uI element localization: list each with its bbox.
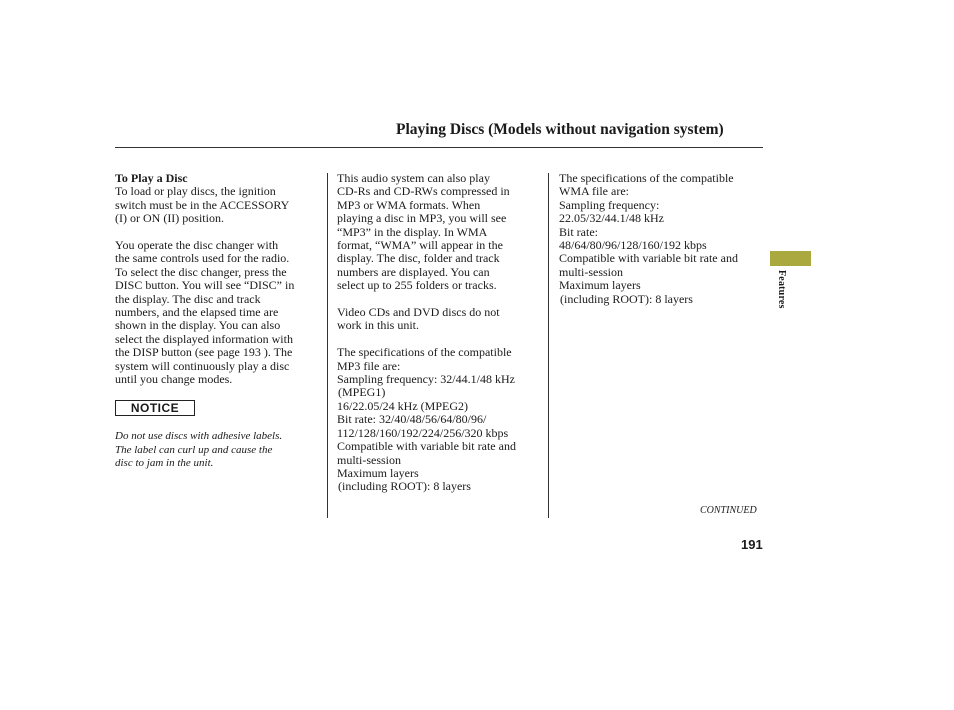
text-line: numbers, and the elapsed time are xyxy=(115,305,279,320)
text-line: playing a disc in MP3, you will see xyxy=(337,211,507,226)
text-line: DISC button. You will see “DISC” in xyxy=(115,278,295,293)
notice-text-line: disc to jam in the unit. xyxy=(115,457,214,470)
text-line: work in this unit. xyxy=(337,318,420,333)
text-line: Bit rate: xyxy=(559,224,598,239)
column-2 xyxy=(337,172,545,494)
title-rule xyxy=(115,147,763,148)
column-divider-2 xyxy=(548,173,549,518)
page-title: Playing Discs (Models without navigation system) xyxy=(396,121,724,138)
notice-text-line: The label can curl up and cause the xyxy=(115,443,273,456)
text-line: Sampling frequency: xyxy=(559,197,660,212)
text-line: (including ROOT): 8 layers xyxy=(560,291,693,306)
text-line: shown in the display. You can also xyxy=(115,318,281,333)
continued-label: CONTINUED xyxy=(700,505,757,516)
text-line: (I) or ON (II) position. xyxy=(115,211,224,226)
text-line: switch must be in the ACCESSORY xyxy=(115,197,290,212)
text-line: Maximum layers xyxy=(559,278,641,293)
text-line: format, “WMA” will appear in the xyxy=(337,238,503,253)
text-line: the same controls used for the radio. xyxy=(115,251,290,266)
section-tab-label: Features xyxy=(776,270,787,309)
text-line: (MPEG1) xyxy=(338,385,386,400)
text-line: You operate the disc changer with xyxy=(115,238,279,253)
text-line: display. The disc, folder and track xyxy=(337,251,500,266)
column-divider-1 xyxy=(327,173,328,518)
text-line: the display. The disc and track xyxy=(115,291,261,306)
text-line: Compatible with variable bit rate and xyxy=(337,439,516,454)
column-1 xyxy=(115,172,323,471)
column-3 xyxy=(559,172,767,306)
text-line: MP3 or WMA formats. When xyxy=(337,197,481,212)
text-line: The specifications of the compatible xyxy=(337,345,512,360)
text-line: multi-session xyxy=(559,264,624,279)
text-line: “MP3” in the display. In WMA xyxy=(337,224,488,239)
text-line: MP3 file are: xyxy=(337,358,401,373)
text-line: To select the disc changer, press the xyxy=(115,264,287,279)
text-line: The specifications of the compatible xyxy=(559,171,734,185)
text-line: select the displayed information with xyxy=(115,331,293,346)
text-line: 112/128/160/192/224/256/320 kbps xyxy=(337,425,509,440)
text-line: multi-session xyxy=(337,452,402,467)
text-line: numbers are displayed. You can xyxy=(337,264,490,279)
text-line: select up to 255 folders or tracks. xyxy=(337,278,497,293)
text-line: CD-Rs and CD-RWs compressed in xyxy=(337,184,510,199)
notice-text-line: Do not use discs with adhesive labels. xyxy=(115,430,283,443)
text-line: the DISP button (see page 193 ). The xyxy=(115,345,293,360)
text-line: 22.05/32/44.1/48 kHz xyxy=(559,211,664,226)
section-tab xyxy=(770,251,811,266)
text-line: WMA file are: xyxy=(559,184,629,199)
text-line: 16/22.05/24 kHz (MPEG2) xyxy=(337,398,468,413)
text-line: To load or play discs, the ignition xyxy=(115,184,276,199)
text-line: This audio system can also play xyxy=(337,171,490,185)
text-line: (including ROOT): 8 layers xyxy=(338,479,471,494)
page-number: 191 xyxy=(741,537,763,552)
text-line: system will continuously play a disc xyxy=(115,358,290,373)
notice-badge: NOTICE xyxy=(115,400,195,416)
text-line: Maximum layers xyxy=(337,465,419,480)
text-line: 48/64/80/96/128/160/192 kbps xyxy=(559,238,707,253)
text-line: Bit rate: 32/40/48/56/64/80/96/ xyxy=(337,412,487,427)
section-subheading: To Play a Disc xyxy=(115,171,188,185)
text-line: Sampling frequency: 32/44.1/48 kHz xyxy=(337,372,515,387)
text-line: Video CDs and DVD discs do not xyxy=(337,305,500,320)
text-line: until you change modes. xyxy=(115,372,233,387)
text-line: Compatible with variable bit rate and xyxy=(559,251,738,266)
